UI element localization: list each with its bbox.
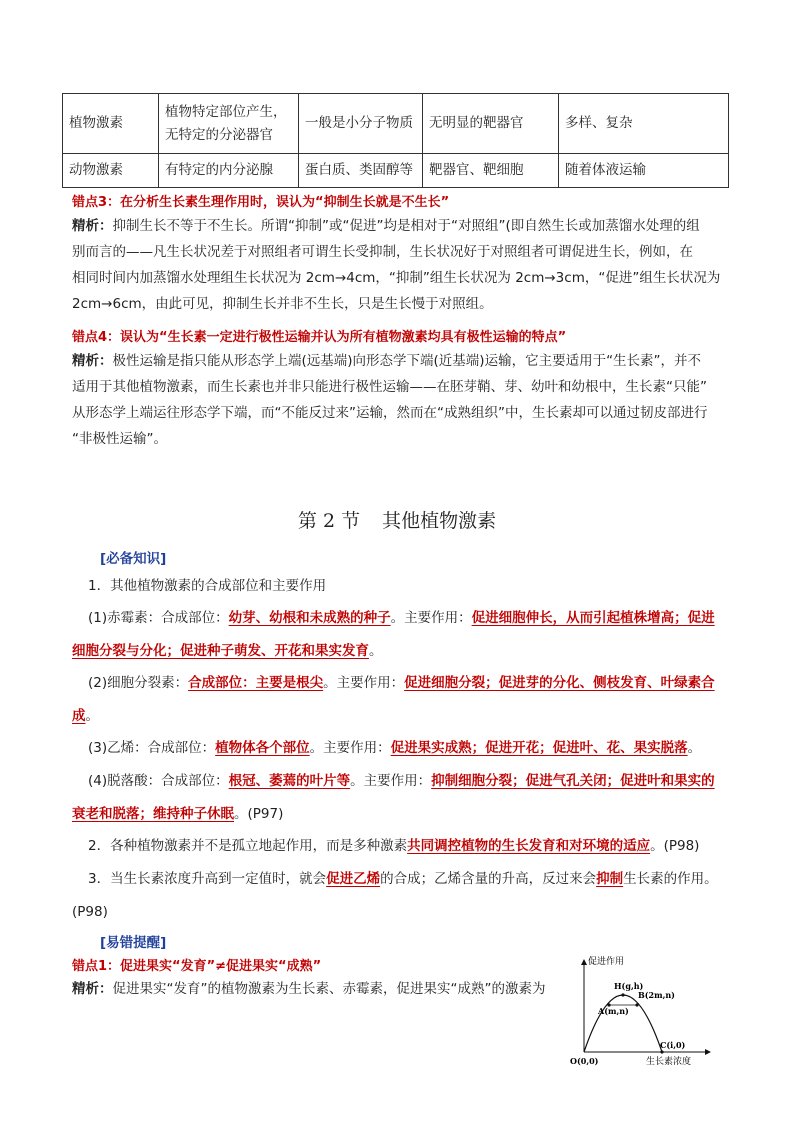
analysis-line: 别而言的——凡生长状况差于对照组者可谓生长受抑制，生长状况好于对照组者可谓促进生长，例如，在 (72, 244, 693, 260)
error-point-4-analysis (72, 348, 724, 452)
point-label-o: O(0,0) (570, 1056, 599, 1066)
analysis-line: 相同时间内加蒸馏水处理组生长状况为 2cm→4cm，“抑制”组生长状况为 2cm→3cm，“促进”组生长状况为 (72, 270, 721, 286)
point-c (660, 1050, 663, 1053)
essential-knowledge-tag: [必备知识] (100, 551, 167, 567)
cytokinin-paragraph: (2)细胞分裂素：合成部位：主要是根尖。主要作用：促进细胞分裂；促进芽的分化、侧枝发育、叶绿素合成。 (72, 675, 715, 724)
analysis-label: 精析： (72, 981, 113, 997)
common-mistakes-tag: [易错提醒] (100, 935, 167, 951)
analysis-line: 从形态学上端运往形态学下端，而“不能反过来”运输，然而在“成熟组织”中，生长素却可以通过韧皮部进行 (72, 405, 708, 421)
error-point-1-analysis: 精析：促进果实“发育”的植物激素为生长素、赤霉素，促进果实“成熟”的激素为 (72, 981, 546, 997)
point-h (621, 993, 624, 996)
table-cell: 一般是小分子物质 (299, 94, 423, 154)
analysis-label: 精析： (72, 353, 113, 369)
abscisic-acid-paragraph: (4)脱落酸：合成部位：根冠、萎蔫的叶片等。主要作用：抑制细胞分裂；促进气孔关闭；促进叶和果实的衰老和脱落；维持种子休眠。(P97) (72, 773, 715, 822)
error-point-4-title: 错点4：误认为“生长素一定进行极性运输并认为所有植物激素均具有极性运输的特点” (72, 330, 567, 345)
analysis-line: 适用于其他植物激素，而生长素也并非只能进行极性运输——在胚芽鞘、芽、幼叶和幼根中，生长素“只能” (72, 379, 707, 395)
knowledge-item-1: 1．其他植物激素的合成部位和主要作用 (88, 578, 327, 594)
hormone-comparison-table (62, 93, 729, 188)
point-label-b: B(2m,n) (638, 990, 675, 1000)
knowledge-item-3: 3．当生长素浓度升高到一定值时，就会促进乙烯的合成；乙烯含量的升高，反过来会抑制生长素的作用。(P98) (72, 871, 718, 920)
table-cell: 蛋白质、类固醇等 (299, 154, 423, 188)
section-title: 其他植物激素 (382, 510, 497, 532)
table-cell: 有特定的内分泌腺 (159, 154, 299, 188)
error-point-1-title: 错点1：促进果实“发育”≠促进果实“成熟” (72, 959, 322, 974)
table-cell: 多样、复杂 (559, 94, 729, 154)
analysis-line: 精析：极性运输是指只能从形态学上端(远基端)向形态学下端(近基端)运输，它主要适用于“生长素”，并不 (72, 353, 702, 369)
knowledge-item-2: 2．各种植物激素并不是孤立地起作用，而是多种激素共同调控植物的生长发育和对环境的适应。(P98) (88, 838, 700, 854)
y-axis-label: 促进作用 (588, 957, 625, 967)
error-point-3-analysis (72, 213, 724, 317)
analysis-label: 精析： (72, 218, 113, 234)
curve-line (584, 995, 662, 1052)
table-cell: 随着体液运输 (559, 154, 729, 188)
auxin-concentration-chart (570, 952, 720, 1067)
table-row (63, 154, 729, 188)
point-label-a: A(m,n) (598, 1006, 629, 1016)
table-cell: 植物特定部位产生，无特定的分泌器官 (159, 94, 299, 154)
analysis-line: 2cm→6cm，由此可见，抑制生长并非不生长，只是生长慢于对照组。 (72, 296, 493, 312)
gibberellin-paragraph: (1)赤霉素：合成部位：幼芽、幼根和未成熟的种子。主要作用：促进细胞伸长，从而引起植株增高；促进细胞分裂与分化；促进种子萌发、开花和果实发育。 (72, 610, 715, 659)
section-heading (0, 506, 794, 533)
table-cell: 无明显的靶器官 (423, 94, 559, 154)
table-cell: 植物激素 (63, 94, 159, 154)
table-cell: 动物激素 (63, 154, 159, 188)
point-b (635, 1003, 638, 1006)
point-label-h: H(g,h) (614, 981, 644, 991)
table-cell: 靶器官、靶细胞 (423, 154, 559, 188)
section-number: 第 2 节 (297, 510, 361, 532)
table-row (63, 94, 729, 154)
analysis-line: “非极性运输”。 (72, 431, 167, 447)
point-label-c: C(i,0) (660, 1040, 686, 1050)
x-axis-label: 生长素浓度 (646, 1057, 692, 1067)
ethylene-paragraph: (3)乙烯：合成部位：植物体各个部位。主要作用：促进果实成熟；促进开花；促进叶、花、果实脱落。 (88, 740, 702, 756)
error-point-3-title: 错点3：在分析生长素生理作用时，误认为“抑制生长就是不生长” (72, 195, 450, 210)
analysis-line: 精析：抑制生长不等于不生长。所谓“抑制”或“促进”均是相对于“对照组”(即自然生长或加蒸馏水处理的组 (72, 218, 700, 234)
